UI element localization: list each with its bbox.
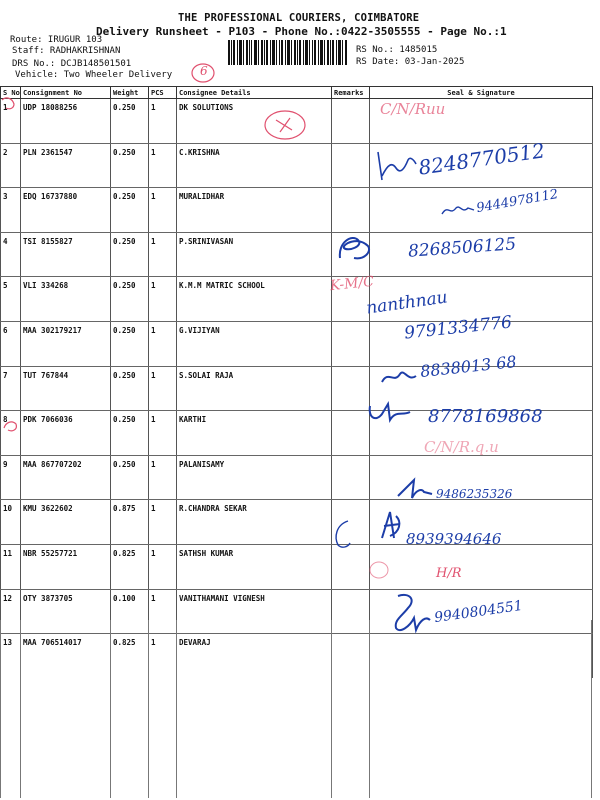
handwritten-phone-r13: 9940804551 [433, 597, 524, 627]
cell-consignee: G.VIJIYAN [177, 321, 332, 366]
col-sno: S No [1, 87, 21, 99]
cell-sno: 5 [1, 277, 21, 322]
signature-r7 [380, 364, 420, 390]
company-name: THE PROFESSIONAL COURIERS, COIMBATORE [178, 12, 420, 24]
cell-sno: 2 [1, 143, 21, 188]
cell-remarks [332, 366, 370, 411]
red-tick-r1 [0, 94, 20, 112]
cell-consignment: TUT 767844 [21, 366, 111, 411]
cell-pcs: 1 [149, 188, 177, 233]
col-consignment: Consignment No [21, 87, 111, 99]
red-circle-r12 [368, 560, 390, 580]
cell-sno: 12 [1, 589, 21, 634]
table-row [1, 544, 593, 589]
cell-pcs: 1 [149, 411, 177, 456]
signature-r11 [374, 508, 406, 544]
handwritten-note-r12: H/R [436, 566, 462, 581]
cell-sno: 4 [1, 232, 21, 277]
barcode [228, 40, 348, 65]
cell-remarks [332, 99, 370, 144]
cell-sno: 13 [1, 634, 21, 678]
col-weight: Weight [111, 87, 149, 99]
cell-sno: 10 [1, 500, 21, 545]
cell-consignment: PLN 2361547 [21, 143, 111, 188]
cell-consignee: PALANISAMY [177, 455, 332, 500]
cell-consignee: R.CHANDRA SEKAR [177, 500, 332, 545]
cell-weight: 0.825 [111, 634, 149, 678]
cell-remarks [332, 321, 370, 366]
cell-remarks [332, 411, 370, 456]
red-tick-r9 [2, 418, 20, 434]
cell-consignee: DK SOLUTIONS [177, 99, 332, 144]
cell-consignment: NBR 55257721 [21, 544, 111, 589]
col-consignee: Consignee Details [177, 87, 332, 99]
handwritten-phone-r2: 8248770512 [416, 138, 547, 180]
vehicle: Vehicle: Two Wheeler Delivery [15, 70, 173, 80]
cell-sno: 11 [1, 544, 21, 589]
cell-consignee: P.SRINIVASAN [177, 232, 332, 277]
cell-pcs: 1 [149, 634, 177, 678]
route: Route: IRUGUR 103 [10, 35, 103, 45]
signature-r4 [334, 228, 374, 266]
cell-remarks [332, 455, 370, 500]
signature-r13 [386, 590, 434, 636]
drs-number: DRS No.: DCJB148501501 [12, 59, 132, 69]
cell-consignment: UDP 18088256 [21, 99, 111, 144]
cell-consignment: PDK 7066036 [21, 411, 111, 456]
cell-weight: 0.250 [111, 143, 149, 188]
cell-consignment: VLI 334268 [21, 277, 111, 322]
runsheet-table [0, 86, 593, 678]
cell-remarks [332, 544, 370, 589]
cell-consignee: SATHSH KUMAR [177, 544, 332, 589]
cell-weight: 0.250 [111, 366, 149, 411]
handwritten-phone-r4: 8268506125 [407, 234, 517, 262]
cell-weight: 0.250 [111, 99, 149, 144]
cell-consignee: MURALIDHAR [177, 188, 332, 233]
cell-consignee: S.SOLAI RAJA [177, 366, 332, 411]
rs-number: RS No.: 1485015 [356, 45, 438, 55]
cell-consignment: MAA 867707202 [21, 455, 111, 500]
handwritten-phone-r3: 9444978112 [475, 186, 560, 217]
handwritten-seal-r1: C/N/Ruu [380, 100, 446, 118]
cell-pcs: 1 [149, 277, 177, 322]
cell-weight: 0.875 [111, 500, 149, 545]
red-mark-r11 [330, 517, 354, 551]
cell-consignee: C.KRISHNA [177, 143, 332, 188]
handwritten-seal-r9: C/N/R.q.u [424, 438, 499, 456]
cell-sno: 3 [1, 188, 21, 233]
cell-remarks [332, 143, 370, 188]
table-empty-area [0, 620, 592, 798]
handwritten-note-r5: K-M/C [329, 273, 375, 295]
rs-date: RS Date: 03-Jan-2025 [356, 57, 465, 67]
table-header-row [1, 87, 593, 99]
cell-consignment: TSI 8155827 [21, 232, 111, 277]
cell-remarks [332, 188, 370, 233]
cell-consignee: KARTHI [177, 411, 332, 456]
cell-pcs: 1 [149, 321, 177, 366]
cell-pcs: 1 [149, 455, 177, 500]
cell-sno: 6 [1, 321, 21, 366]
signature-r10 [394, 476, 436, 504]
cell-consignment: KMU 3622602 [21, 500, 111, 545]
top-mark-text: 6 [200, 64, 208, 78]
cell-sno: 7 [1, 366, 21, 411]
cell-consignment: MAA 302179217 [21, 321, 111, 366]
handwritten-phone-r6: 9791334776 [403, 312, 513, 344]
cell-weight: 0.250 [111, 455, 149, 500]
cell-pcs: 1 [149, 232, 177, 277]
signature-r3 [440, 200, 476, 220]
cell-consignment: EDQ 16737880 [21, 188, 111, 233]
cell-consignee: K.M.M MATRIC SCHOOL [177, 277, 332, 322]
signature-r2 [374, 146, 420, 186]
handwritten-name-r6: nanthnau [365, 287, 449, 319]
col-signature: Seal & Signature [370, 87, 593, 99]
cell-weight: 0.825 [111, 544, 149, 589]
table-row [1, 366, 593, 411]
cell-consignment: MAA 706514017 [21, 634, 111, 678]
runsheet-title: Delivery Runsheet - P103 - Phone No.:0422-3505555 - Page No.:1 [96, 25, 507, 38]
cell-weight: 0.100 [111, 589, 149, 634]
cell-pcs: 1 [149, 544, 177, 589]
cell-weight: 0.250 [111, 277, 149, 322]
staff: Staff: RADHAKRISHNAN [12, 46, 121, 56]
cell-pcs: 1 [149, 500, 177, 545]
handwritten-phone-r7: 8838013 68 [419, 351, 518, 382]
cell-weight: 0.250 [111, 232, 149, 277]
handwritten-phone-r11: 8939394646 [406, 530, 502, 548]
cell-weight: 0.250 [111, 321, 149, 366]
cell-consignee: VANITHAMANI VIGNESH [177, 589, 332, 634]
cell-weight: 0.250 [111, 188, 149, 233]
cell-pcs: 1 [149, 366, 177, 411]
cell-consignee: DEVARAJ [177, 634, 332, 678]
table-row [1, 500, 593, 545]
handwritten-phone-r10: 9486235326 [436, 487, 513, 501]
handwritten-phone-r9: 8778169868 [428, 406, 543, 427]
cell-signature [370, 544, 593, 589]
cell-sno: 8 [1, 411, 21, 456]
cell-consignment: OTY 3873705 [21, 589, 111, 634]
cell-sno: 1 [1, 99, 21, 144]
cell-pcs: 1 [149, 589, 177, 634]
cell-pcs: 1 [149, 99, 177, 144]
signature-r9 [366, 398, 416, 428]
cell-weight: 0.250 [111, 411, 149, 456]
delivery-mark-r1 [262, 108, 308, 142]
col-pcs: PCS [149, 87, 177, 99]
col-remarks: Remarks [332, 87, 370, 99]
cell-pcs: 1 [149, 143, 177, 188]
cell-sno: 9 [1, 455, 21, 500]
